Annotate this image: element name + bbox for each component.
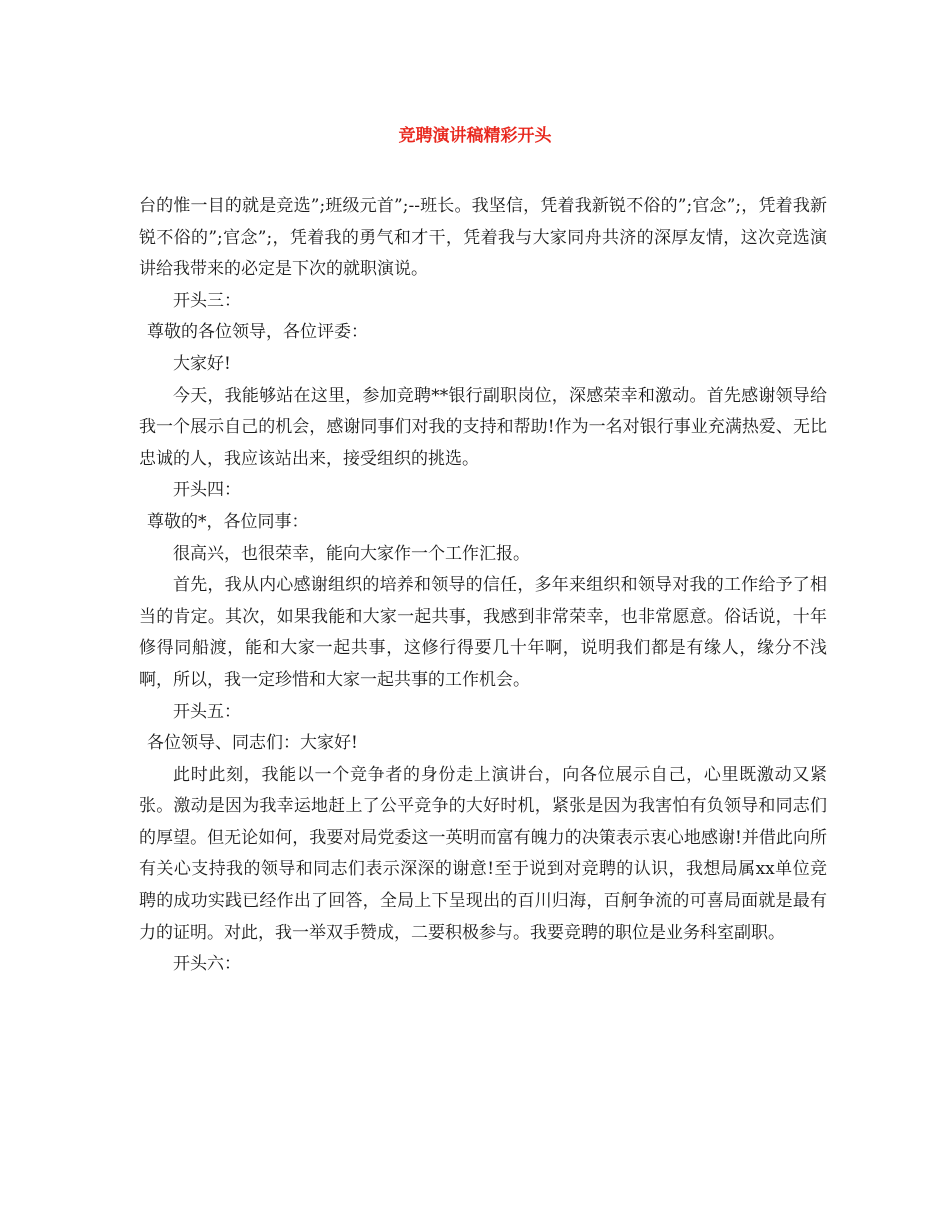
greeting: 很高兴，也很荣幸，能向大家作一个工作汇报。 bbox=[173, 543, 530, 564]
document-body bbox=[139, 191, 827, 981]
salutation: 尊敬的*，各位同事： bbox=[147, 511, 309, 532]
paragraph: 此时此刻，我能以一个竞争者的身份走上演讲台，向各位展示自己，心里既激动又紧张。激动是因为我幸运地赶上了公平竞争的大好时机，紧张是因为我害怕有负领导和同志们的厚望。但无论如何，我要对局党委这一英明而富有魄力的决策表示衷心地感谢!并借此向所有关心支持我的领导和同志们表示深深的谢意!至于说到对竞聘的认识，我想局属xx单位竞聘的成功实践已经作出了回答，全局上下呈现出的百川归海，百舸争流的可喜局面就是最有力的证明。对此，我一举双手赞成，二要积极参与。我要竞聘的职位是业务科室副职。 bbox=[139, 764, 827, 943]
salutation: 各位领导、同志们：大家好! bbox=[147, 733, 358, 754]
document-title: 竞聘演讲稿精彩开头 bbox=[398, 126, 552, 146]
section-heading-opening-4: 开头四： bbox=[173, 480, 241, 501]
section-heading-opening-5: 开头五： bbox=[173, 701, 241, 722]
section-heading-opening-6: 开头六： bbox=[173, 954, 241, 975]
paragraph: 首先，我从内心感谢组织的培养和领导的信任，多年来组织和领导对我的工作给予了相当的肯定。其次，如果我能和大家一起共事，我感到非常荣幸，也非常愿意。俗话说，十年修得同船渡，能和大家一起共事，这修行得要几十年啊，说明我们都是有缘人，缘分不浅啊，所以，我一定珍惜和大家一起共事的工作机会。 bbox=[139, 575, 827, 690]
paragraph: 今天，我能够站在这里，参加竞聘**银行副职岗位，深感荣幸和激动。首先感谢领导给我一个展示自己的机会，感谢同事们对我的支持和帮助!作为一名对银行事业充满热爱、无比忠诚的人，我应该站出来，接受组织的挑选。 bbox=[139, 385, 827, 469]
section-heading-opening-3: 开头三： bbox=[173, 290, 241, 311]
salutation: 尊敬的各位领导，各位评委： bbox=[147, 322, 368, 343]
paragraph-continuation: 台的惟一目的就是竞选”;班级元首”;--班长。我坚信，凭着我新锐不俗的”;官念”;，凭着我新锐不俗的”;官念”;，凭着我的勇气和才干，凭着我与大家同舟共济的深厚友情，这次竞选演讲给我带来的必定是下次的就职演说。 bbox=[139, 196, 827, 280]
greeting: 大家好! bbox=[173, 353, 231, 374]
